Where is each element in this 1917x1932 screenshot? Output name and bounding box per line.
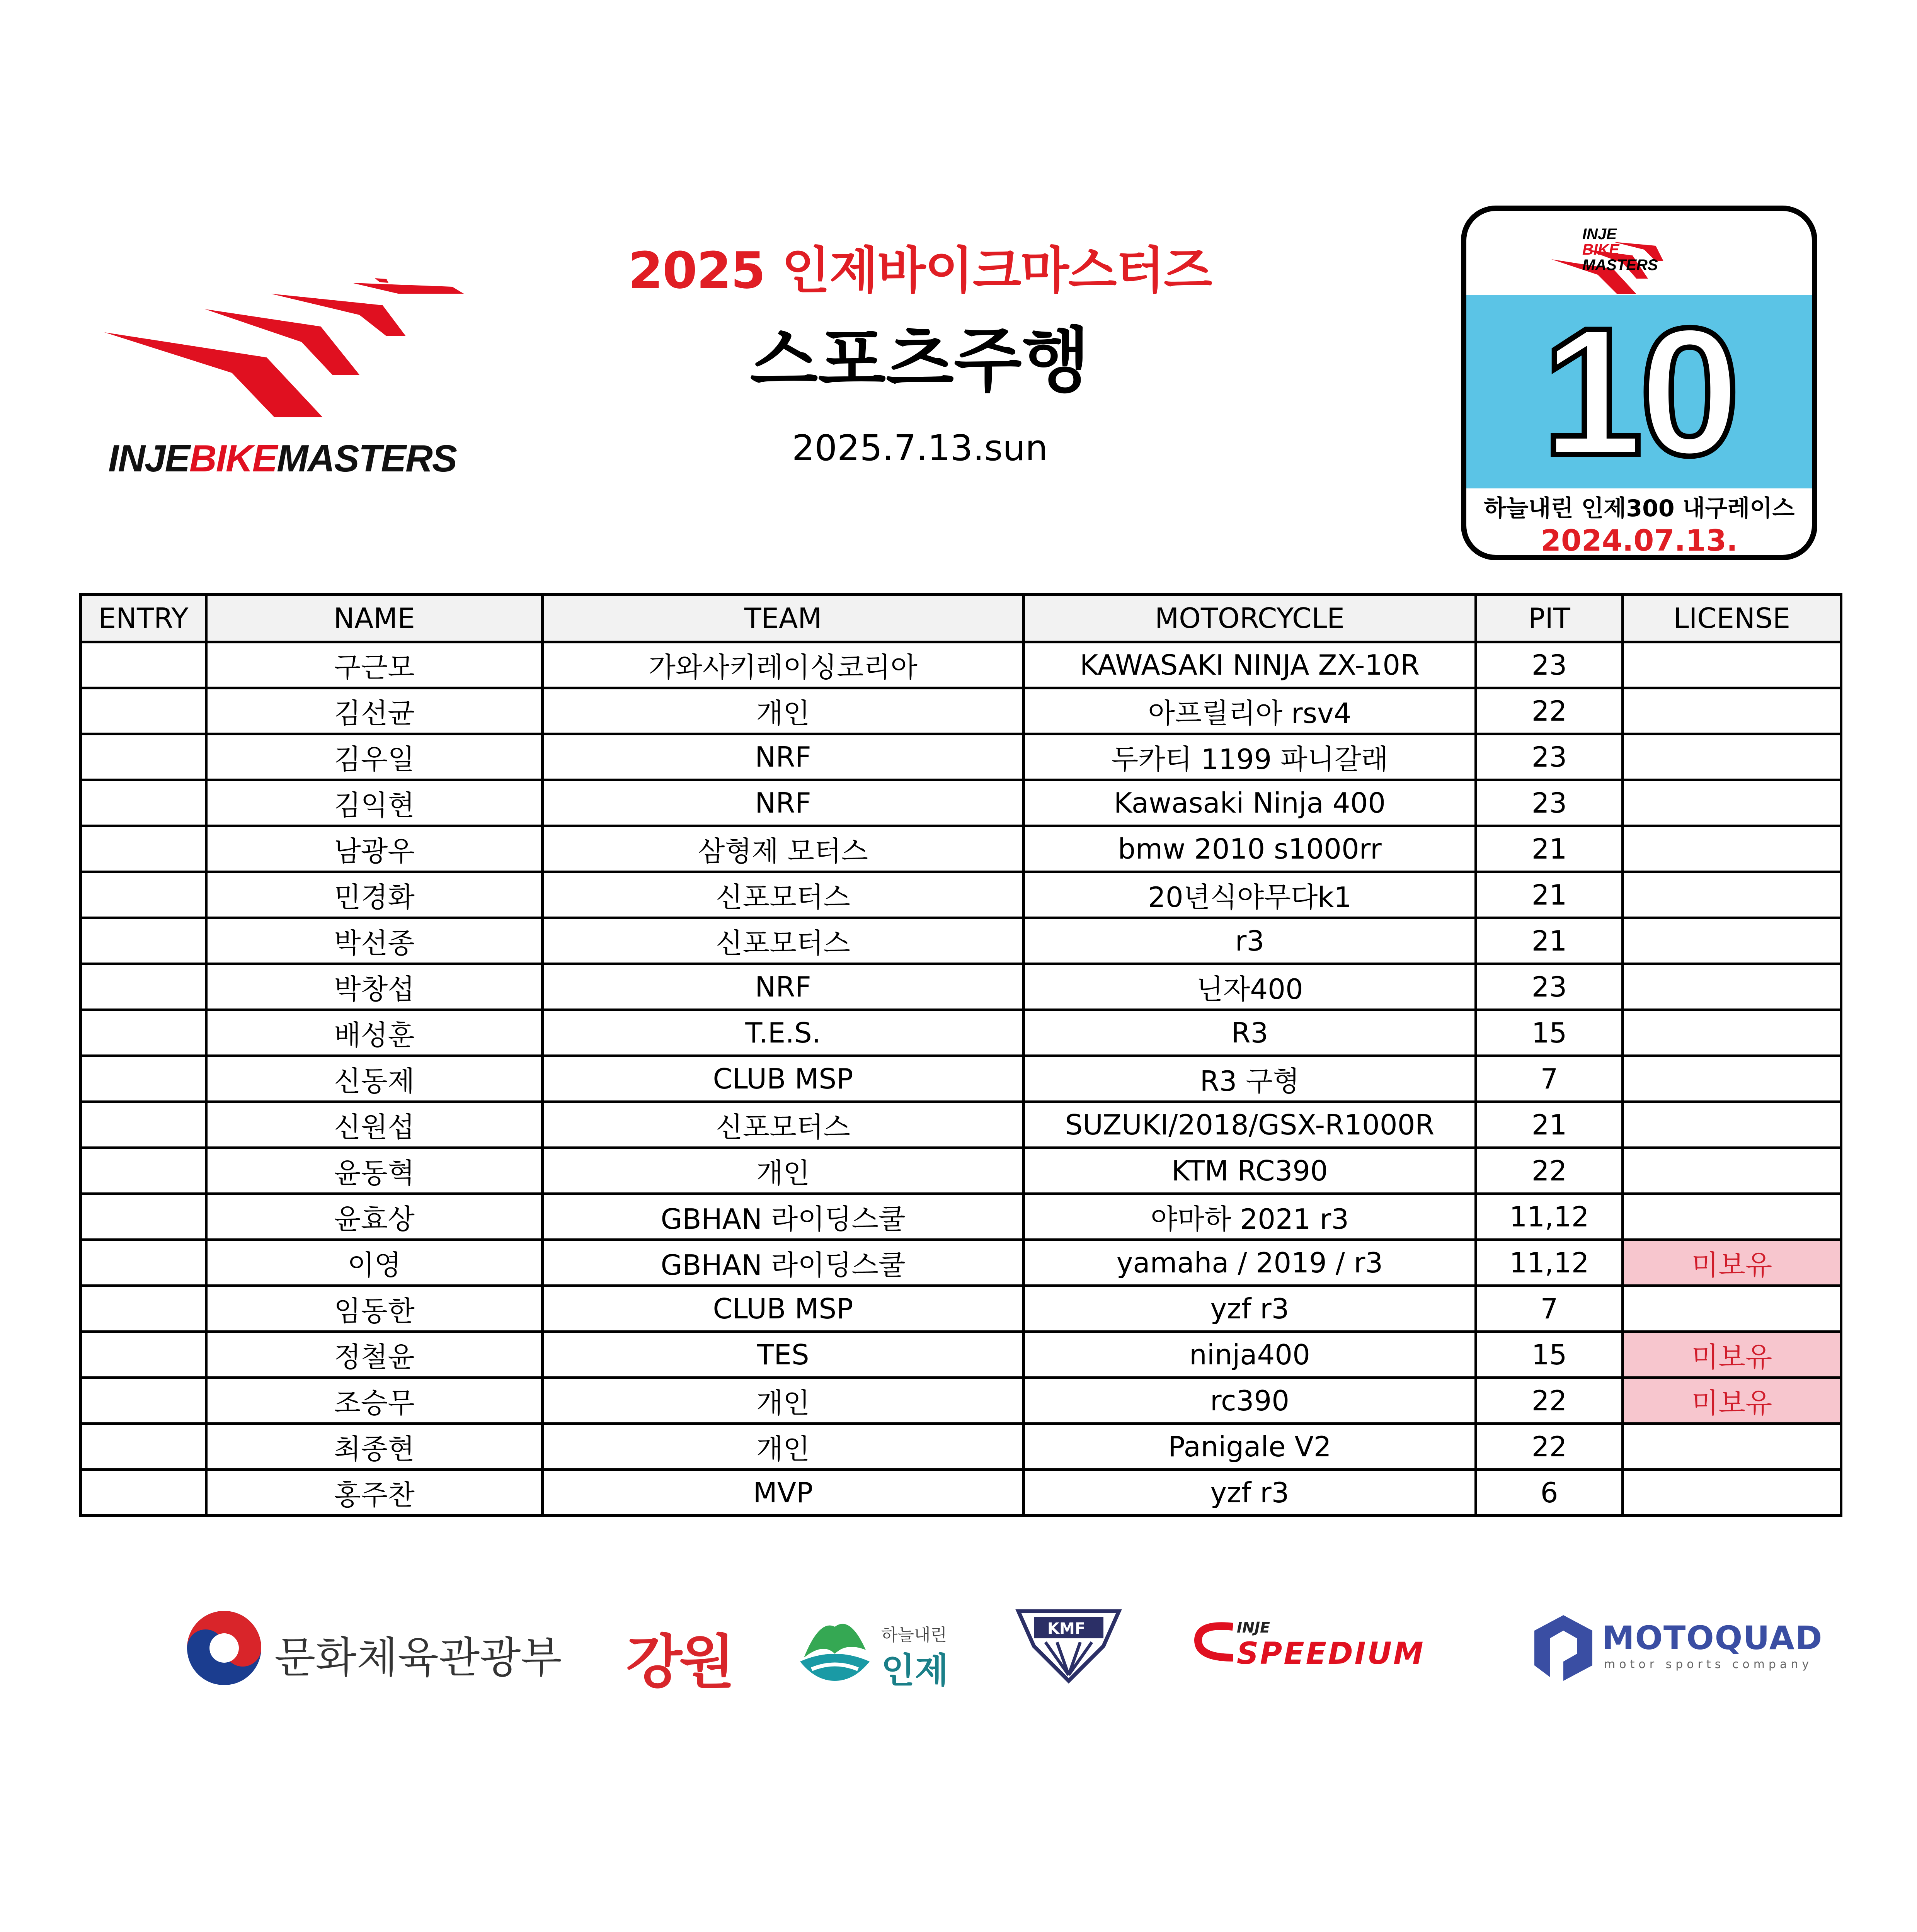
table-row (81, 1056, 1841, 1102)
table-row (81, 826, 1841, 872)
brand-word-masters: MASTERS (277, 437, 457, 480)
cell-pit: 6 (1476, 1470, 1623, 1516)
cell-name: 홍주찬 (206, 1470, 543, 1516)
cell-team: 신포모터스 (543, 872, 1024, 918)
cell-team: T.E.S. (543, 1010, 1024, 1056)
table-row (81, 1470, 1841, 1516)
sponsor-inje (796, 1604, 970, 1689)
cell-pit: 22 (1476, 1378, 1623, 1424)
cell-team: NRF (543, 734, 1024, 780)
col-header-motorcycle: MOTORCYCLE (1024, 595, 1476, 642)
cell-license (1623, 1148, 1841, 1194)
inje-logo-icon (796, 1611, 873, 1685)
cell-pit: 21 (1476, 872, 1623, 918)
sponsor-inje-label: 인제 (881, 1650, 948, 1691)
cell-pit: 11,12 (1476, 1240, 1623, 1286)
inje-bike-masters-logo (104, 278, 468, 487)
cell-pit: 23 (1476, 642, 1623, 688)
cell-entry (81, 1010, 206, 1056)
cell-entry (81, 780, 206, 826)
cell-entry (81, 1148, 206, 1194)
cell-name: 남광우 (206, 826, 543, 872)
col-header-name: NAME (206, 595, 543, 642)
cell-name: 윤효상 (206, 1194, 543, 1240)
cell-name: 신동제 (206, 1056, 543, 1102)
badge-logo-text (1582, 226, 1658, 273)
cell-license (1623, 964, 1841, 1010)
cell-license (1623, 1010, 1841, 1056)
brand-word-bike: BIKE (189, 437, 277, 480)
table-row (81, 1102, 1841, 1148)
cell-motorcycle: 두카티 1199 파니갈래 (1024, 734, 1476, 780)
cell-motorcycle: 아프릴리아 rsv4 (1024, 688, 1476, 734)
entry-table (79, 593, 1842, 1517)
table-row (81, 780, 1841, 826)
cell-entry (81, 1286, 206, 1332)
cell-team: 가와사키레이싱코리아 (543, 642, 1024, 688)
cell-pit: 22 (1476, 688, 1623, 734)
cell-motorcycle: Panigale V2 (1024, 1424, 1476, 1470)
cell-pit: 11,12 (1476, 1194, 1623, 1240)
cell-pit: 23 (1476, 964, 1623, 1010)
cell-entry (81, 1102, 206, 1148)
cell-license: 미보유 (1623, 1240, 1841, 1286)
cell-entry (81, 872, 206, 918)
col-header-entry: ENTRY (81, 595, 206, 642)
cell-motorcycle: ninja400 (1024, 1332, 1476, 1378)
cell-name: 정철윤 (206, 1332, 543, 1378)
sponsor-mcst-label: 문화체육관광부 (274, 1633, 562, 1682)
sponsor-speedium-prefix: INJE (1237, 1619, 1270, 1636)
table-row (81, 1332, 1841, 1378)
sponsor-speedium-label: SPEEDIUM (1237, 1636, 1425, 1671)
cell-name: 이영 (206, 1240, 543, 1286)
cell-motorcycle: 20년식야무다k1 (1024, 872, 1476, 918)
badge-logo-line-masters: MASTERS (1582, 257, 1658, 274)
cell-entry (81, 1056, 206, 1102)
sponsor-mcst (186, 1604, 572, 1689)
brand-wordmark (108, 437, 456, 480)
sponsor-gangwon (626, 1604, 742, 1696)
cell-entry (81, 918, 206, 964)
cell-license (1623, 1102, 1841, 1148)
cell-name: 신원섭 (206, 1102, 543, 1148)
kmf-emblem-icon (1011, 1604, 1127, 1685)
round-badge (1461, 206, 1817, 560)
sponsor-motoquad-label: MOTOQUAD (1602, 1619, 1823, 1657)
cell-motorcycle: yzf r3 (1024, 1470, 1476, 1516)
badge-date: 2024.07.13. (1541, 523, 1738, 558)
cell-license (1623, 780, 1841, 826)
col-header-team: TEAM (543, 595, 1024, 642)
cell-team: GBHAN 라이딩스쿨 (543, 1194, 1024, 1240)
cell-pit: 23 (1476, 780, 1623, 826)
cell-motorcycle: rc390 (1024, 1378, 1476, 1424)
cell-motorcycle: R3 구형 (1024, 1056, 1476, 1102)
cell-motorcycle: yzf r3 (1024, 1286, 1476, 1332)
table-row (81, 872, 1841, 918)
cell-license (1623, 1056, 1841, 1102)
cell-name: 윤동혁 (206, 1148, 543, 1194)
table-row (81, 964, 1841, 1010)
cell-license (1623, 918, 1841, 964)
cell-team: MVP (543, 1470, 1024, 1516)
cell-entry (81, 964, 206, 1010)
cell-team: 개인 (543, 1148, 1024, 1194)
col-header-license: LICENSE (1623, 595, 1841, 642)
cell-team: CLUB MSP (543, 1286, 1024, 1332)
cell-license (1623, 1470, 1841, 1516)
cell-license (1623, 734, 1841, 780)
cell-entry (81, 1378, 206, 1424)
cell-license (1623, 1194, 1841, 1240)
cell-team: TES (543, 1332, 1024, 1378)
cell-license (1623, 872, 1841, 918)
cell-motorcycle: Kawasaki Ninja 400 (1024, 780, 1476, 826)
col-header-pit: PIT (1476, 595, 1623, 642)
cell-team: 삼형제 모터스 (543, 826, 1024, 872)
cell-name: 김선균 (206, 688, 543, 734)
table-row (81, 1194, 1841, 1240)
table-row (81, 918, 1841, 964)
cell-entry (81, 1240, 206, 1286)
cell-team: 개인 (543, 1378, 1024, 1424)
sponsor-gangwon-label: 강원 (626, 1629, 732, 1696)
sponsor-inje-tagline: 하늘내린 (881, 1625, 947, 1645)
sponsor-motoquad-tagline: motor sports company (1604, 1658, 1813, 1671)
cell-team: NRF (543, 964, 1024, 1010)
cell-pit: 21 (1476, 826, 1623, 872)
cell-motorcycle: KTM RC390 (1024, 1148, 1476, 1194)
table-row (81, 1148, 1841, 1194)
cell-team: 신포모터스 (543, 1102, 1024, 1148)
event-date: 2025.7.13.sun (792, 427, 1048, 469)
cell-motorcycle: 야마하 2021 r3 (1024, 1194, 1476, 1240)
cell-motorcycle: R3 (1024, 1010, 1476, 1056)
cell-team: CLUB MSP (543, 1056, 1024, 1102)
cell-name: 최종현 (206, 1424, 543, 1470)
cell-motorcycle: 닌자400 (1024, 964, 1476, 1010)
cell-team: 개인 (543, 1424, 1024, 1470)
cell-license (1623, 826, 1841, 872)
table-row (81, 734, 1841, 780)
badge-subtitle: 하늘내린 인제300 내구레이스 (1483, 495, 1795, 522)
cell-name: 배성훈 (206, 1010, 543, 1056)
cell-license: 미보유 (1623, 1378, 1841, 1424)
motoquad-logo-icon (1531, 1611, 1596, 1681)
cell-name: 박선종 (206, 918, 543, 964)
cell-pit: 21 (1476, 1102, 1623, 1148)
badge-logo-line-inje: INJE (1582, 226, 1617, 243)
cell-entry (81, 642, 206, 688)
cell-license (1623, 1286, 1841, 1332)
cell-entry (81, 1424, 206, 1470)
cell-name: 김우일 (206, 734, 543, 780)
cell-motorcycle: r3 (1024, 918, 1476, 964)
cell-pit: 7 (1476, 1286, 1623, 1332)
event-title: 2025 인제바이크마스터즈 (628, 241, 1212, 300)
table-row (81, 688, 1841, 734)
cell-license (1623, 642, 1841, 688)
cell-entry (81, 1194, 206, 1240)
cell-entry (81, 1332, 206, 1378)
badge-logo-line-bike: BIKE (1582, 241, 1619, 258)
table-row (81, 1424, 1841, 1470)
cell-name: 구근모 (206, 642, 543, 688)
table-row (81, 642, 1841, 688)
cell-motorcycle: bmw 2010 s1000rr (1024, 826, 1476, 872)
cell-pit: 7 (1476, 1056, 1623, 1102)
cell-pit: 15 (1476, 1010, 1623, 1056)
cell-pit: 22 (1476, 1148, 1623, 1194)
cell-entry (81, 734, 206, 780)
sponsor-motoquad (1531, 1604, 1847, 1689)
cell-name: 조승무 (206, 1378, 543, 1424)
cell-license (1623, 1424, 1841, 1470)
title-block (572, 240, 1268, 471)
cell-pit: 22 (1476, 1424, 1623, 1470)
cell-pit: 15 (1476, 1332, 1623, 1378)
cell-name: 박창섭 (206, 964, 543, 1010)
table-row (81, 1240, 1841, 1286)
cell-motorcycle: KAWASAKI NINJA ZX-10R (1024, 642, 1476, 688)
cell-pit: 21 (1476, 918, 1623, 964)
cell-motorcycle: SUZUKI/2018/GSX-R1000R (1024, 1102, 1476, 1148)
cell-entry (81, 826, 206, 872)
cell-entry (81, 1470, 206, 1516)
speedium-logo-icon (1190, 1619, 1237, 1665)
cell-license: 미보유 (1623, 1332, 1841, 1378)
badge-number: 10 (1542, 290, 1737, 493)
sponsor-kmf (1011, 1604, 1134, 1689)
taegeuk-icon (186, 1609, 263, 1687)
brand-word-inje: INJE (108, 437, 189, 480)
cell-team: GBHAN 라이딩스쿨 (543, 1240, 1024, 1286)
sponsor-kmf-label: KMF (1047, 1620, 1086, 1638)
cell-motorcycle: yamaha / 2019 / r3 (1024, 1240, 1476, 1286)
class-title: 스포츠주행 (750, 320, 1090, 401)
table-header-row (81, 595, 1841, 642)
cell-name: 임동한 (206, 1286, 543, 1332)
cell-team: NRF (543, 780, 1024, 826)
table-row (81, 1286, 1841, 1332)
cell-name: 민경화 (206, 872, 543, 918)
cell-team: 개인 (543, 688, 1024, 734)
cell-name: 김익현 (206, 780, 543, 826)
table-row (81, 1010, 1841, 1056)
cell-entry (81, 688, 206, 734)
sponsor-bar (186, 1604, 1847, 1696)
sponsor-speedium (1190, 1604, 1469, 1689)
flag-stripes-icon (104, 278, 468, 440)
cell-team: 신포모터스 (543, 918, 1024, 964)
table-row (81, 1378, 1841, 1424)
cell-pit: 23 (1476, 734, 1623, 780)
cell-license (1623, 688, 1841, 734)
